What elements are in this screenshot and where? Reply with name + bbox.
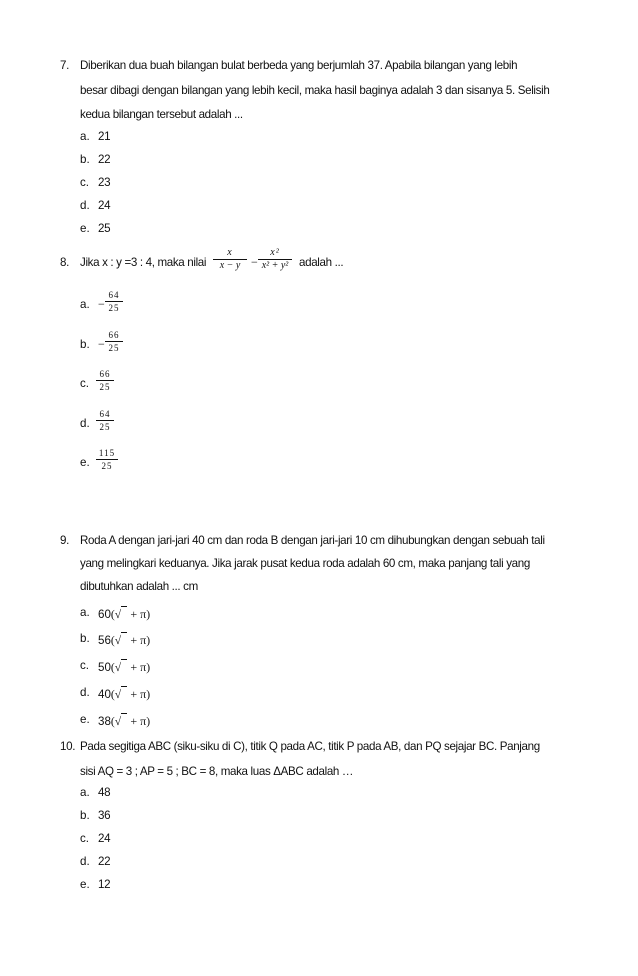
q9-option-e-letter: e.	[80, 713, 90, 726]
question-7-text-line-2: besar dibagi dengan bilangan yang lebih kecil, maka hasil baginya adalah 3 dan sisanya 5. Selisih	[80, 84, 550, 97]
q9-option-a-coefficient: 60	[98, 608, 111, 621]
q8-option-a-denominator: 25	[108, 303, 120, 313]
q8-option-c-letter: c.	[80, 377, 90, 390]
q9-option-d-tail: + π	[130, 687, 147, 701]
fraction-2-denominator: x² + y²	[261, 260, 289, 271]
q9-option-b-tail: + π	[130, 633, 147, 647]
q8-option-a-bar	[105, 301, 123, 302]
q8-option-b-letter: b.	[80, 338, 90, 351]
q10-option-b-value: 36	[98, 809, 111, 822]
question-8-fraction-1	[213, 248, 247, 271]
q8-option-a-sign: −	[98, 297, 105, 311]
close-bracket-icon: )	[146, 661, 151, 674]
q8-option-c-fraction	[96, 369, 114, 392]
q8-option-b-numerator: 66	[108, 330, 120, 340]
question-10-text-line-2: sisi AQ = 3 ; AP = 5 ; BC = 8, maka luas ΔABC adalah …	[80, 765, 354, 778]
q8-option-a-numerator: 64	[108, 290, 120, 300]
q8-option-d-bar	[96, 420, 114, 421]
radicand-placeholder	[121, 659, 127, 669]
q9-option-b-coefficient: 56	[98, 634, 111, 647]
q9-option-c-coefficient: 50	[98, 661, 111, 674]
question-7-text-line-1: Diberikan dua buah bilangan bulat berbeda yang berjumlah 37. Apabila bilangan yang lebih	[80, 59, 518, 72]
q8-option-e-numerator: 115	[98, 448, 116, 458]
question-10-number: 10.	[60, 740, 76, 753]
q10-option-d-letter: d.	[80, 855, 90, 868]
q10-option-e-value: 12	[98, 878, 111, 891]
q9-option-d-coefficient: 40	[98, 688, 111, 701]
question-9-text-line-3: dibutuhkan adalah ... cm	[80, 580, 198, 593]
q7-option-a-letter: a.	[80, 130, 90, 143]
q8-option-b-denominator: 25	[108, 343, 120, 353]
question-8-number: 8.	[60, 256, 70, 269]
question-9-number: 9.	[60, 534, 70, 547]
q9-option-c-letter: c.	[80, 659, 90, 672]
q9-option-b-expression	[98, 632, 150, 648]
fraction-2-numerator: x²	[270, 247, 280, 258]
question-9-text-line-1: Roda A dengan jari-jari 40 cm dan roda B dengan jari-jari 10 cm dihubungkan dengan sebuah tali	[80, 534, 545, 547]
q9-option-e-coefficient: 38	[98, 715, 111, 728]
radicand-placeholder	[121, 713, 127, 723]
q8-option-e-letter: e.	[80, 456, 90, 469]
q10-option-a-value: 48	[98, 786, 111, 799]
q10-option-e-letter: e.	[80, 878, 90, 891]
q8-option-b-fraction	[105, 330, 123, 353]
fraction-1-denominator: x − y	[219, 260, 241, 271]
open-bracket-icon: (	[110, 608, 115, 621]
q10-option-c-letter: c.	[80, 832, 90, 845]
close-bracket-icon: )	[146, 715, 151, 728]
q10-option-b-letter: b.	[80, 809, 90, 822]
q7-option-a-value: 21	[98, 130, 111, 143]
q8-option-e-fraction	[96, 448, 118, 471]
question-7-text-line-3: kedua bilangan tersebut adalah ...	[80, 108, 243, 121]
q8-option-d-denominator: 25	[99, 422, 111, 432]
q8-option-c-bar	[96, 380, 114, 381]
question-8-fraction-2	[258, 248, 292, 271]
open-bracket-icon: (	[110, 688, 115, 701]
q8-option-a-fraction	[105, 290, 123, 313]
q9-option-e-tail: + π	[130, 714, 147, 728]
open-bracket-icon: (	[110, 634, 115, 647]
q8-option-e-denominator: 25	[101, 461, 113, 471]
q9-option-a-tail: + π	[130, 607, 147, 621]
question-8-prefix: Jika x : y =3 : 4, maka nilai	[80, 256, 207, 269]
q10-option-c-value: 24	[98, 832, 111, 845]
q9-option-c-tail: + π	[130, 660, 147, 674]
square-root-icon: √	[114, 715, 122, 728]
q7-option-b-letter: b.	[80, 153, 90, 166]
q7-option-e-letter: e.	[80, 222, 90, 235]
q7-option-b-value: 22	[98, 153, 111, 166]
close-bracket-icon: )	[146, 688, 151, 701]
q8-option-d-letter: d.	[80, 417, 90, 430]
q8-option-b-bar	[105, 341, 123, 342]
q9-option-d-letter: d.	[80, 686, 90, 699]
close-bracket-icon: )	[146, 634, 151, 647]
q7-option-c-value: 23	[98, 176, 111, 189]
q9-option-c-expression	[98, 659, 150, 675]
q10-option-d-value: 22	[98, 855, 111, 868]
radicand-placeholder	[121, 686, 127, 696]
q8-option-d-numerator: 64	[99, 409, 111, 419]
q8-option-d-fraction	[96, 409, 114, 432]
question-10-text-line-1: Pada segitiga ABC (siku-siku di C), titik Q pada AC, titik P pada AB, dan PQ sejajar BC. Panjang	[80, 740, 540, 753]
fraction-1-numerator: x	[227, 247, 233, 258]
radicand-placeholder	[121, 606, 127, 616]
q7-option-d-letter: d.	[80, 199, 90, 212]
square-root-icon: √	[114, 634, 122, 647]
question-9-text-line-2: yang melingkari keduanya. Jika jarak pusat kedua roda adalah 60 cm, maka panjang tali yang	[80, 557, 530, 570]
close-bracket-icon: )	[146, 608, 151, 621]
radicand-placeholder	[121, 632, 127, 642]
q8-option-c-denominator: 25	[99, 382, 111, 392]
q7-option-d-value: 24	[98, 199, 111, 212]
q8-option-e-bar	[96, 459, 118, 460]
q9-option-e-expression	[98, 713, 150, 729]
q7-option-e-value: 25	[98, 222, 111, 235]
square-root-icon: √	[114, 608, 122, 621]
q10-option-a-letter: a.	[80, 786, 90, 799]
square-root-icon: √	[114, 688, 122, 701]
q9-option-a-expression	[98, 606, 150, 622]
open-bracket-icon: (	[110, 715, 115, 728]
question-7-number: 7.	[60, 59, 70, 72]
q9-option-b-letter: b.	[80, 632, 90, 645]
open-bracket-icon: (	[110, 661, 115, 674]
q7-option-c-letter: c.	[80, 176, 90, 189]
square-root-icon: √	[114, 661, 122, 674]
q8-option-c-numerator: 66	[99, 369, 111, 379]
q9-option-d-expression	[98, 686, 150, 702]
q9-option-a-letter: a.	[80, 606, 90, 619]
question-8-minus: −	[251, 255, 258, 269]
q8-option-a-letter: a.	[80, 298, 90, 311]
question-8-suffix: adalah ...	[299, 256, 344, 269]
q8-option-b-sign: −	[98, 337, 105, 351]
